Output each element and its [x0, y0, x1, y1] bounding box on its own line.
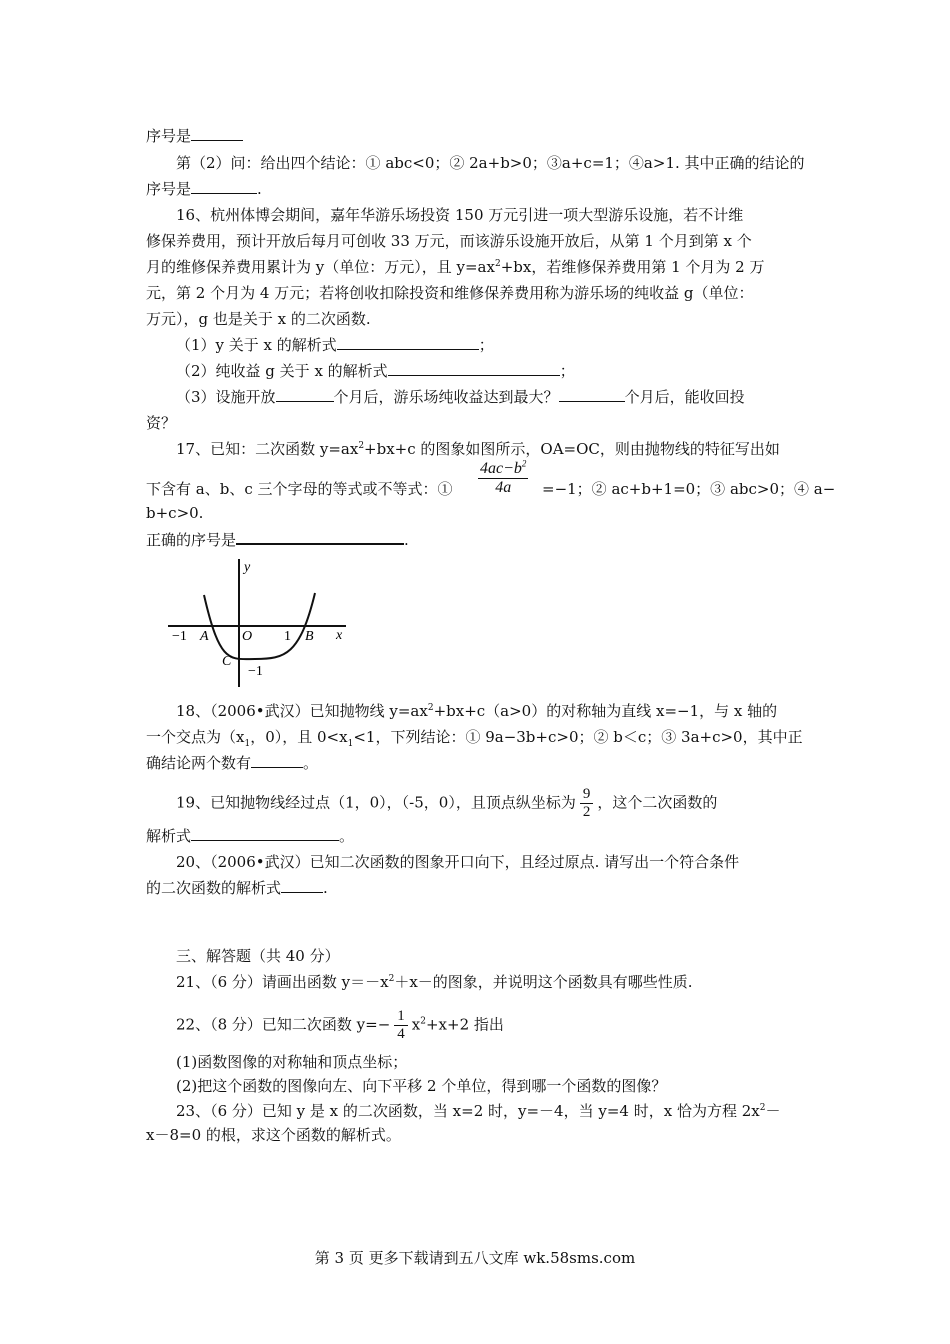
q17-line-3: b+c>0.	[146, 504, 204, 522]
q16-sub-3-cont: 资？	[146, 414, 177, 432]
q17-line-2: 下含有 a、b、c 三个字母的等式或不等式：①	[146, 480, 453, 498]
parabola-graph	[160, 555, 360, 690]
q17-line-2b: =−1；② ac+b+1=0；③ abc>0；④ a−	[542, 480, 836, 498]
q17-line-1: 17、已知：二次函数 $y=ax^2+bx+c$ 的图象如图所示，OA=OC，则由抛物线的特征写出如	[176, 440, 780, 458]
q16-line-5: 万元），g 也是关于 x 的二次函数.	[146, 310, 371, 328]
q16-line-3: 月的维修保养费用累计为 y（单位：万元），且 $y=ax^2+bx$，若维修保养费用第 1 个月为 2 万	[146, 258, 765, 276]
q23-line-1: 23、（6 分）已知 y 是 x 的二次函数，当 x=2 时，y=－4，当 y=4 时，x 恰为方程 $2x^2-$	[176, 1102, 781, 1120]
point-c-label: C	[222, 654, 232, 669]
point-a-label: A	[200, 629, 209, 644]
q17-answer: 正确的序号是 .	[146, 531, 409, 549]
q16-line-2: 修保养费用，预计开放后每月可创收 33 万元，而该游乐设施开放后，从第 1 个月到第 x 个	[146, 232, 752, 250]
q18-line-1: 18、（2006•武汉）已知抛物线 $y=ax^2+bx+c(a>0)$的对称轴为直线 x=−1，与 x 轴的	[176, 702, 778, 720]
q16-sub-2: （2）纯收益 g 关于 x 的解析式 ；	[176, 362, 575, 380]
x-axis-label: x	[336, 628, 343, 643]
neg-one-x-label: −1	[172, 629, 187, 644]
q16-line-1: 16、杭州体博会期间，嘉年华游乐场投资 150 万元引进一项大型游乐设施，若不计维	[176, 206, 744, 224]
q18-line-2: 一个交点为（$x_1$，0），且 $0<x_1<1$，下列结论：① 9a−3b+c>0；② b＜c；③ 3a+c>0，其中正	[146, 728, 803, 749]
answer-line-1: 序号是	[146, 126, 243, 146]
q19-line-1: 19、已知抛物线经过点（1，0），（-5，0），且顶点纵坐标为 $\frac{9}{2}$ ，这个二次函数的	[176, 786, 718, 820]
q22-sub-2: (2)把这个函数的图像向左、向下平移 2 个单位，得到哪一个函数的图像？	[176, 1077, 667, 1095]
origin-label: O	[242, 629, 253, 644]
point-b-label: B	[305, 629, 314, 644]
q16-sub-1: （1）y 关于 x 的解析式 ；	[176, 336, 494, 354]
q21: 21、（6 分）请画出函数 $y=-x^2+x-$的图象，并说明这个函数具有哪些性质.	[176, 973, 693, 991]
q20-line-1: 20、（2006•武汉）已知二次函数的图象开口向下，且经过原点. 请写出一个符合条件	[176, 853, 740, 871]
q15-part2: 第（2）问：给出四个结论：① abc<0；② 2a+b>0；③a+c=1；④a>1. 其中正确的结论的	[176, 154, 805, 172]
section-3-title: 三、解答题（共 40 分）	[176, 947, 340, 965]
q23-line-2: x－8=0 的根，求这个函数的解析式。	[146, 1126, 401, 1144]
q15-answer: 序号是 .	[146, 180, 262, 198]
q22: 22、（8 分）已知二次函数 y=− $\frac{1}{4}$ $x^2+x+2$ 指出	[176, 1008, 504, 1042]
q19-line-2: 解析式 。	[146, 827, 355, 845]
q22-sub-1: (1)函数图像的对称轴和顶点坐标；	[176, 1053, 408, 1071]
y-axis-label: y	[244, 560, 251, 575]
one-label: 1	[284, 629, 291, 644]
q18-line-3: 确结论两个数有 。	[146, 754, 319, 772]
q17-fraction: $4ac-b^2$ 4a	[480, 458, 527, 496]
q20-line-2: 的二次函数的解析式 .	[146, 879, 328, 897]
neg-one-y-label: −1	[248, 664, 263, 679]
page-footer: 第 3 页 更多下载请到五八文库 wk.58sms.com	[314, 1249, 636, 1267]
q16-sub-3: （3）设施开放 个月后，游乐场纯收益达到最大？ 个月后，能收回投	[176, 388, 745, 406]
q16-line-4: 元，第 2 个月为 4 万元；若将创收扣除投资和维修保养费用称为游乐场的纯收益 g（单位：	[146, 284, 754, 302]
